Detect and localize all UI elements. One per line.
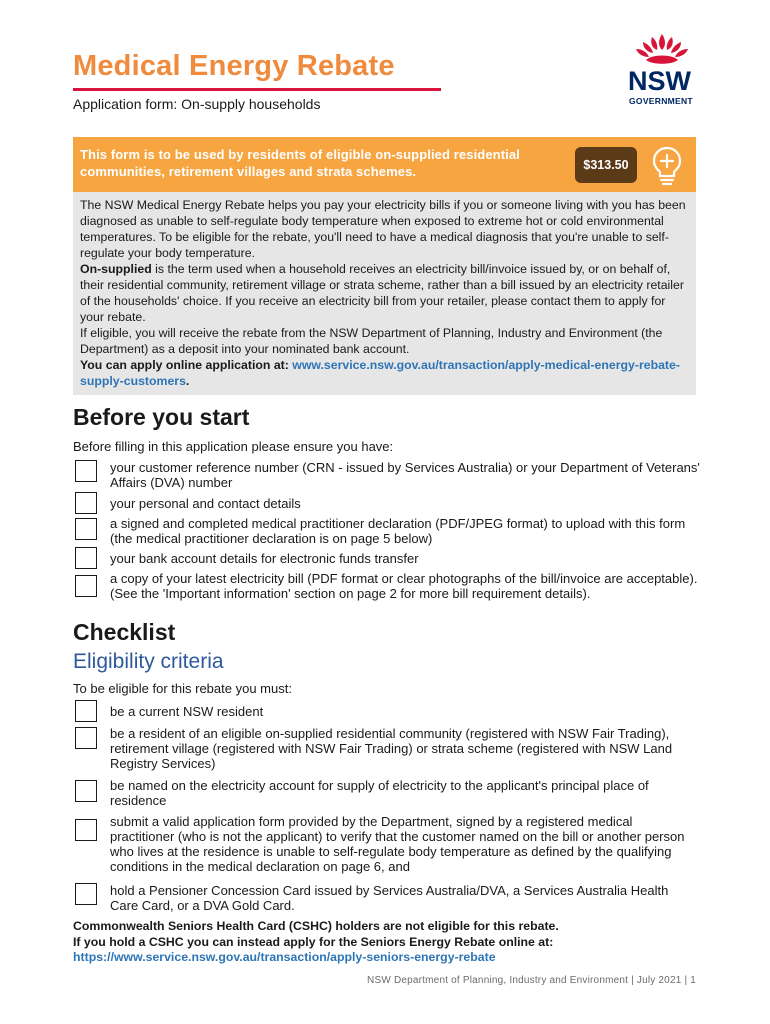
on-supplied-definition: is the term used when a household receives an electricity bill/invoice issued by, or on behalf of, their residential community, retirement village or strata scheme, rather than a bill issued by an electricity retailer of the households' choice. If you receive an electricity bill from your retailer, please contact them to apply for your rebate.	[80, 262, 684, 324]
checkbox-bank-details[interactable]	[75, 547, 97, 569]
eligibility-criteria-heading: Eligibility criteria	[73, 650, 224, 673]
banner-text: This form is to be used by residents of eligible on-supplied residential communities, retirement villages and strata schemes.	[80, 147, 520, 179]
apply-online-label: You can apply online application at:	[80, 358, 293, 372]
intro-paragraph-1: The NSW Medical Energy Rebate helps you pay your electricity bills if you or someone living with you has been diagnosed as unable to self-regulate body temperature when exposed to extreme hot or cold environmental temperatures. To be eligible for the rebate, you'll need to have a medical diagnosis that you're unable to self-regulate your body temperature.	[80, 198, 686, 260]
title-rule	[73, 88, 441, 91]
page-footer: NSW Department of Planning, Industry and Environment | July 2021 | 1	[367, 975, 696, 986]
criteria-item: submit a valid application form provided by the Department, signed by a registered medical practitioner (who is not the applicant) to verify that the customer named on the bill or another person who lives at the residence is unable to self-regulate body temperature as defined by the qualifying conditions in the medical declaration on page 6, and	[110, 814, 685, 874]
seniors-energy-rebate-link[interactable]: https://www.service.nsw.gov.au/transaction/apply-seniors-energy-rebate	[73, 950, 496, 964]
cshc-alternative-notice: If you hold a CSHC you can instead apply for the Seniors Energy Rebate online at:	[73, 935, 554, 949]
rebate-amount-badge: $313.50	[575, 147, 637, 183]
nsw-wordmark: NSW	[628, 66, 691, 96]
apply-online-period: .	[185, 374, 190, 388]
eligibility-lead: To be eligible for this rebate you must:	[73, 681, 292, 696]
on-supplied-term: On-supplied	[80, 262, 152, 276]
page-title: Medical Energy Rebate	[73, 50, 395, 82]
government-wordmark: GOVERNMENT	[629, 96, 693, 106]
before-item: a copy of your latest electricity bill (PDF format or clear photographs of the bill/invoice are acceptable). (See the 'Important information' section on page 2 for more bill requirement details).	[110, 571, 698, 601]
before-you-start-lead: Before filling in this application please ensure you have:	[73, 439, 394, 454]
checklist-heading: Checklist	[73, 619, 176, 645]
before-you-start-heading: Before you start	[73, 404, 250, 430]
checkbox-named-on-account[interactable]	[75, 780, 97, 802]
lightbulb-plus-icon	[647, 144, 687, 186]
checkbox-on-supplied-resident[interactable]	[75, 727, 97, 749]
criteria-item: hold a Pensioner Concession Card issued by Services Australia/DVA, a Services Australia Health Care Card, or a DVA Gold Card.	[110, 883, 669, 913]
intro-paragraph-2	[80, 261, 692, 325]
page-subtitle: Application form: On-supply households	[73, 96, 321, 112]
before-item: your bank account details for electronic funds transfer	[110, 551, 419, 566]
checkbox-concession-card[interactable]	[75, 883, 97, 905]
checkbox-crn[interactable]	[75, 460, 97, 482]
checkbox-nsw-resident[interactable]	[75, 700, 97, 722]
cshc-not-eligible-notice: Commonwealth Seniors Health Card (CSHC) holders are not eligible for this rebate.	[73, 919, 559, 933]
intro-text	[80, 197, 692, 389]
before-item: your personal and contact details	[110, 496, 301, 511]
intro-paragraph-3: If eligible, you will receive the rebate from the NSW Department of Planning, Industry and Environment (the Department) as a deposit into your nominated bank account.	[80, 326, 663, 356]
apply-online-link[interactable]: www.service.nsw.gov.au/transaction/apply-medical-energy-rebate-supply-customers	[80, 358, 680, 388]
criteria-item: be a resident of an eligible on-supplied residential community (registered with NSW Fair Trading), retirement village (registered with NSW Fair Trading) or strata scheme (registered with NSW Land Registry Services)	[110, 726, 673, 771]
checkbox-electricity-bill[interactable]	[75, 575, 97, 597]
criteria-item: be named on the electricity account for supply of electricity to the applicant's principal place of residence	[110, 778, 649, 808]
checkbox-valid-application[interactable]	[75, 819, 97, 841]
intro-paragraph-4	[80, 357, 692, 389]
before-item: your customer reference number (CRN - issued by Services Australia) or your Department of Veterans' Affairs (DVA) number	[110, 460, 700, 490]
checkbox-contact-details[interactable]	[75, 492, 97, 514]
criteria-item: be a current NSW resident	[110, 704, 264, 719]
checkbox-medical-declaration[interactable]	[75, 518, 97, 540]
before-item: a signed and completed medical practitioner declaration (PDF/JPEG format) to upload with this form (the medical practitioner declaration is on page 5 below)	[110, 516, 686, 546]
